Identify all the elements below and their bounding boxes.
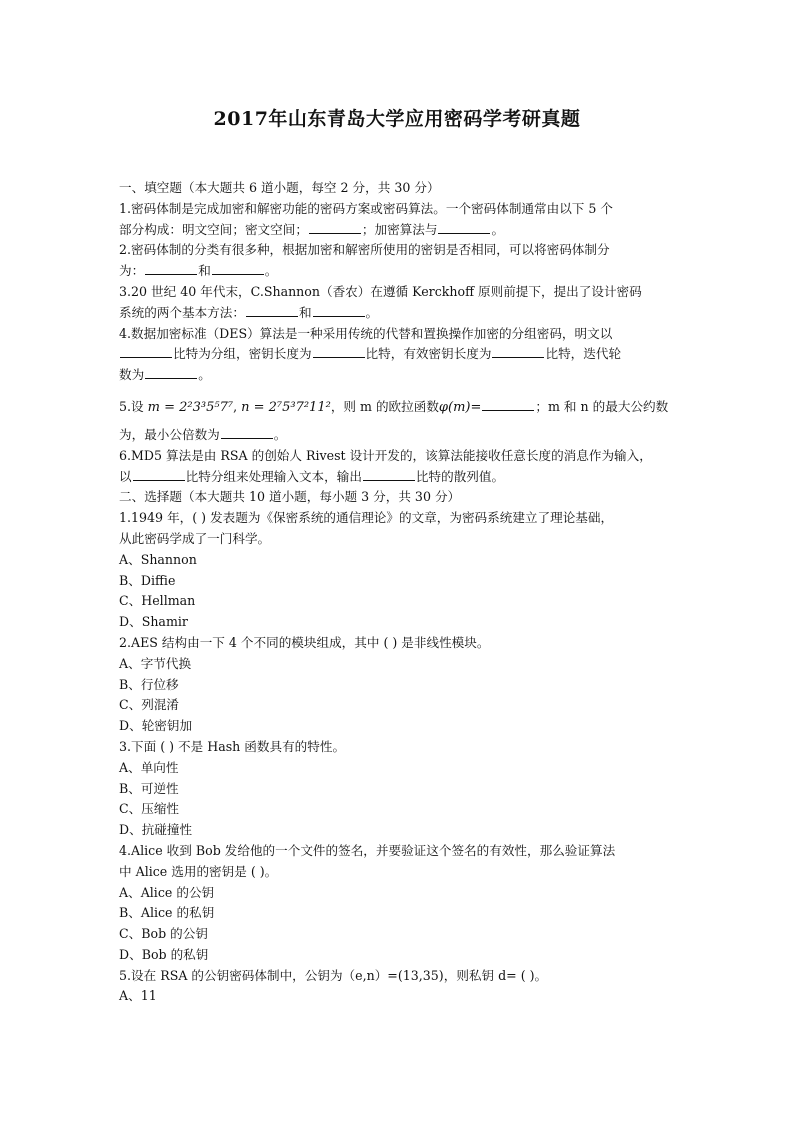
answer-blank xyxy=(246,304,298,317)
option: D、Shamir xyxy=(119,614,188,630)
text: 为，最小公倍数为 xyxy=(119,426,220,442)
option: A、Alice 的公钥 xyxy=(119,884,215,900)
option: C、Bob 的公钥 xyxy=(119,926,208,942)
choice-1-line-1: 1.1949 年，( ) 发表题为《保密系统的通信理论》的文章，为密码系统建立了理论基础， xyxy=(119,510,614,526)
section-header-choice: 二、选择题（本大题共 10 道小题，每小题 3 分，共 30 分） xyxy=(119,489,461,505)
text: 比特，迭代轮 xyxy=(545,346,622,362)
choice-4-line-1: 4.Alice 收到 Bob 发给他的一个文件的签名，并要验证这个签名的有效性，那么验证算法 xyxy=(119,842,616,858)
choice-5: 5.设在 RSA 的公钥密码体制中，公钥为（e,n）=(13,35)，则私钥 d= ( )。 xyxy=(119,967,548,983)
question-5-line-2 xyxy=(119,425,679,446)
text: 比特为分组，密钥长度为 xyxy=(173,346,312,362)
page-title: 2017年山东青岛大学应用密码学考研真题 xyxy=(213,108,581,130)
formula-n: n = 2⁷5³7²11² xyxy=(241,399,331,415)
answer-blank xyxy=(212,262,264,275)
text: 。 xyxy=(264,263,278,279)
option: C、列混淆 xyxy=(119,697,180,713)
answer-blank xyxy=(492,345,544,358)
question-4-line-3 xyxy=(119,365,679,386)
answer-blank xyxy=(363,468,415,481)
answer-blank xyxy=(482,398,534,411)
text: ，则 m 的欧拉函数 xyxy=(330,398,439,414)
answer-blank xyxy=(313,304,365,317)
option: D、轮密钥加 xyxy=(119,718,193,734)
text: 和 xyxy=(298,304,312,320)
text: 比特的散列值。 xyxy=(415,468,505,484)
option: B、Diffie xyxy=(119,572,176,588)
option: D、抗碰撞性 xyxy=(119,822,193,838)
answer-blank xyxy=(313,345,365,358)
option: A、字节代换 xyxy=(119,655,192,671)
text: 以 xyxy=(119,468,132,484)
answer-blank xyxy=(120,345,172,358)
question-3-line-2 xyxy=(119,303,679,324)
answer-blank xyxy=(438,221,490,234)
option: A、单向性 xyxy=(119,759,179,775)
text: ；m 和 n 的最大公约数 xyxy=(535,398,669,414)
option: B、行位移 xyxy=(119,676,179,692)
option: C、压缩性 xyxy=(119,801,180,817)
text: 部分构成：明文空间；密文空间； xyxy=(119,221,308,237)
text: 。 xyxy=(198,367,211,383)
question-1-line-2 xyxy=(119,220,679,241)
option: B、Alice 的私钥 xyxy=(119,905,215,921)
question-4-line-1: 4.数据加密标准（DES）算法是一种采用传统的代替和置换操作加密的分组密码，明文以 xyxy=(119,325,613,341)
section-header-fill-in: 一、填空题（本大题共 6 道小题，每空 2 分，共 30 分） xyxy=(119,180,440,195)
formula-m: m = 2²3³5⁵7⁷ xyxy=(147,399,234,415)
text: 和 xyxy=(198,263,211,279)
option: D、Bob 的私钥 xyxy=(119,946,209,962)
euler-phi-symbol: φ(m)= xyxy=(438,399,482,415)
text: ；加密算法与 xyxy=(361,221,438,237)
option: B、可逆性 xyxy=(119,780,179,796)
answer-blank xyxy=(221,426,273,439)
text: 。 xyxy=(365,304,379,320)
text: 为： xyxy=(119,263,145,279)
text: 5.设 xyxy=(119,398,144,414)
text: 比特分组来处理输入文本，输出 xyxy=(185,468,362,484)
text: 。 xyxy=(491,221,505,237)
answer-blank xyxy=(133,468,185,481)
choice-2: 2.AES 结构由一下 4 个不同的模块组成，其中 ( ) 是非线性模块。 xyxy=(119,634,490,650)
option: A、Shannon xyxy=(119,551,197,567)
choice-3: 3.下面 ( ) 不是 Hash 函数具有的特性。 xyxy=(119,738,346,754)
question-4-line-2 xyxy=(119,344,679,365)
question-6-line-2 xyxy=(119,467,679,488)
text: 比特，有效密钥长度为 xyxy=(365,346,492,362)
question-2-line-2 xyxy=(119,261,679,282)
answer-blank xyxy=(145,262,197,275)
question-3-line-1: 3.20 世纪 40 年代末，C.Shannon（香农）在遵循 Kerckhoff 原则前提下，提出了设计密码 xyxy=(119,283,642,299)
option: A、11 xyxy=(119,988,157,1004)
question-2-line-1: 2.密码体制的分类有很多种，根据加密和解密所使用的密钥是否相同，可以将密码体制分 xyxy=(119,242,610,258)
text: 系统的两个基本方法： xyxy=(119,304,245,320)
question-6-line-1: 6.MD5 算法是由 RSA 的创始人 Rivest 设计开发的，该算法能接收任意长度的消息作为输入， xyxy=(119,447,652,463)
text: 数为 xyxy=(119,367,145,383)
answer-blank xyxy=(309,221,361,234)
question-5-line-1: 5.设 m = 2²3³5⁵7⁷, n = 2⁷5³7²11²，则 m 的欧拉函数φ(m)= ；m 和 n 的最大公约数 xyxy=(119,398,669,415)
question-1-line-1: 1.密码体制是完成加密和解密功能的密码方案或密码算法。一个密码体制通常由以下 5 个 xyxy=(119,200,614,216)
text: 。 xyxy=(273,426,287,442)
answer-blank xyxy=(145,366,197,379)
option: C、Hellman xyxy=(119,593,196,609)
exam-body xyxy=(119,178,679,1007)
choice-1-line-2: 从此密码学成了一门科学。 xyxy=(119,530,271,546)
choice-4-line-2: 中 Alice 选用的密钥是 ( )。 xyxy=(119,863,278,879)
